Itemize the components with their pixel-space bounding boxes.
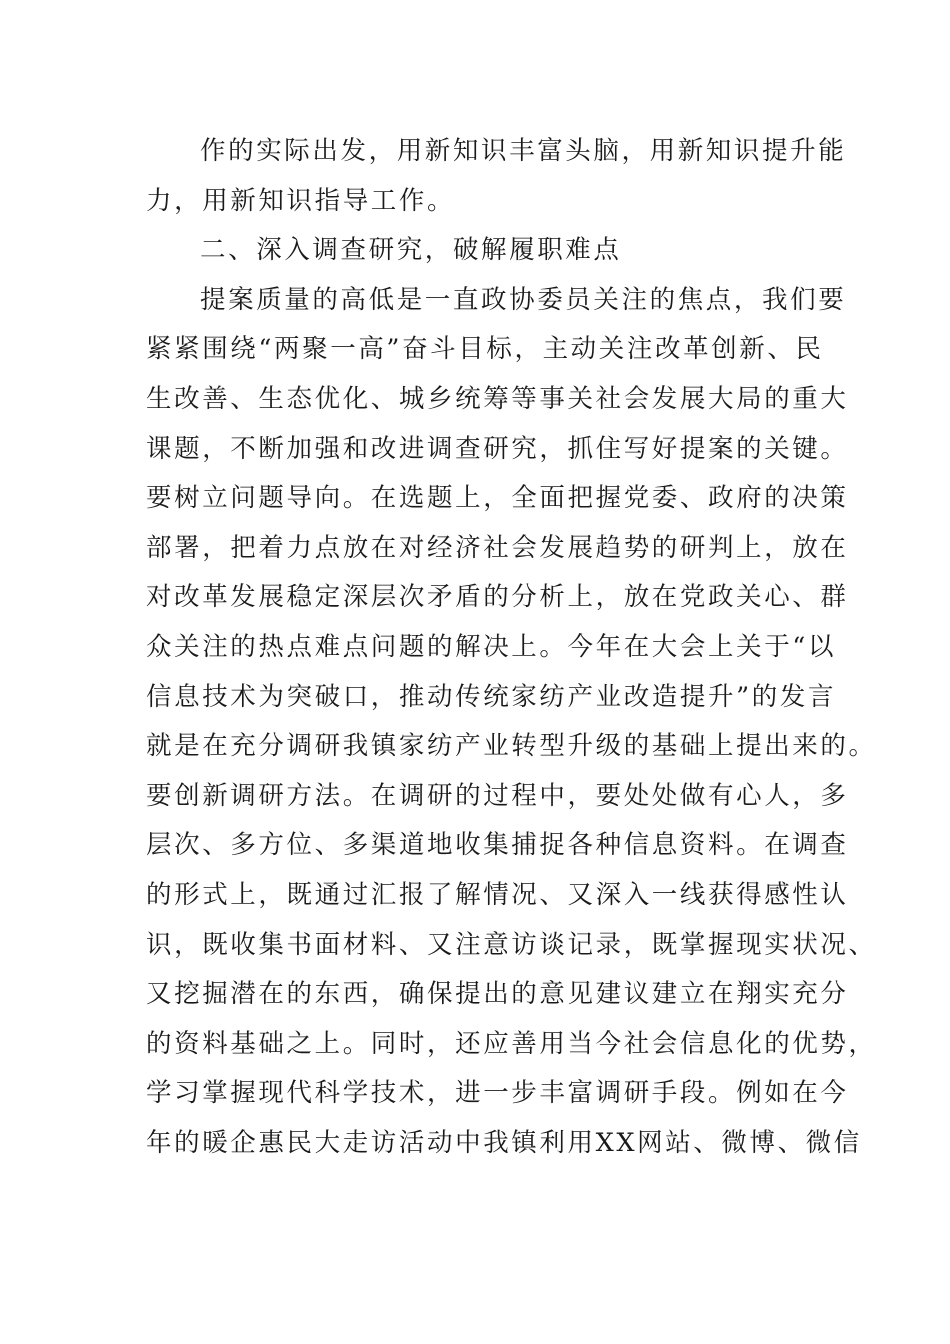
text-line: 要树立问题导向。在选题上，全面把握党委、政府的决策 [146, 483, 849, 514]
text-line: 二、深入调查研究，破解履职难点 [200, 235, 622, 266]
text-line: 的形式上，既通过汇报了解情况、又深入一线获得感性认 [146, 879, 849, 910]
text-line: 识，既收集书面材料、又注意访谈记录，既掌握现实状况、 [146, 929, 877, 960]
text-line: 层次、多方位、多渠道地收集捕捉各种信息资料。在调查 [146, 830, 849, 861]
text-line: 学习掌握现代科学技术，进一步丰富调研手段。例如在今 [146, 1078, 849, 1109]
text-line: 信息技术为突破口，推动传统家纺产业改造提升”的发言 [146, 681, 837, 712]
text-line: 年的暖企惠民大走访活动中我镇利用XX网站、微博、微信 [146, 1127, 862, 1158]
text-line: 课题，不断加强和改进调查研究，抓住写好提案的关键。 [146, 433, 849, 464]
text-line: 部署，把着力点放在对经济社会发展趋势的研判上，放在 [146, 532, 849, 563]
text-line: 对改革发展稳定深层次矛盾的分析上，放在党政关心、群 [146, 582, 849, 613]
text-line: 紧紧围绕“两聚一高”奋斗目标，主动关注改革创新、民 [146, 334, 824, 365]
text-line: 众关注的热点难点问题的解决上。今年在大会上关于“以 [146, 631, 837, 662]
text-line: 生改善、生态优化、城乡统筹等事关社会发展大局的重大 [146, 383, 849, 414]
text-line: 力，用新知识指导工作。 [146, 185, 456, 216]
text-line: 提案质量的高低是一直政协委员关注的焦点，我们要 [200, 284, 847, 315]
text-line: 就是在充分调研我镇家纺产业转型升级的基础上提出来的。 [146, 731, 877, 762]
text-line: 要创新调研方法。在调研的过程中，要处处做有心人，多 [146, 780, 849, 811]
body-text [146, 127, 877, 1168]
text-line: 又挖掘潜在的东西，确保提出的意见建议建立在翔实充分 [146, 979, 849, 1010]
text-line: 的资料基础之上。同时，还应善用当今社会信息化的优势， [146, 1028, 877, 1059]
text-line: 作的实际出发，用新知识丰富头脑，用新知识提升能 [200, 136, 847, 166]
